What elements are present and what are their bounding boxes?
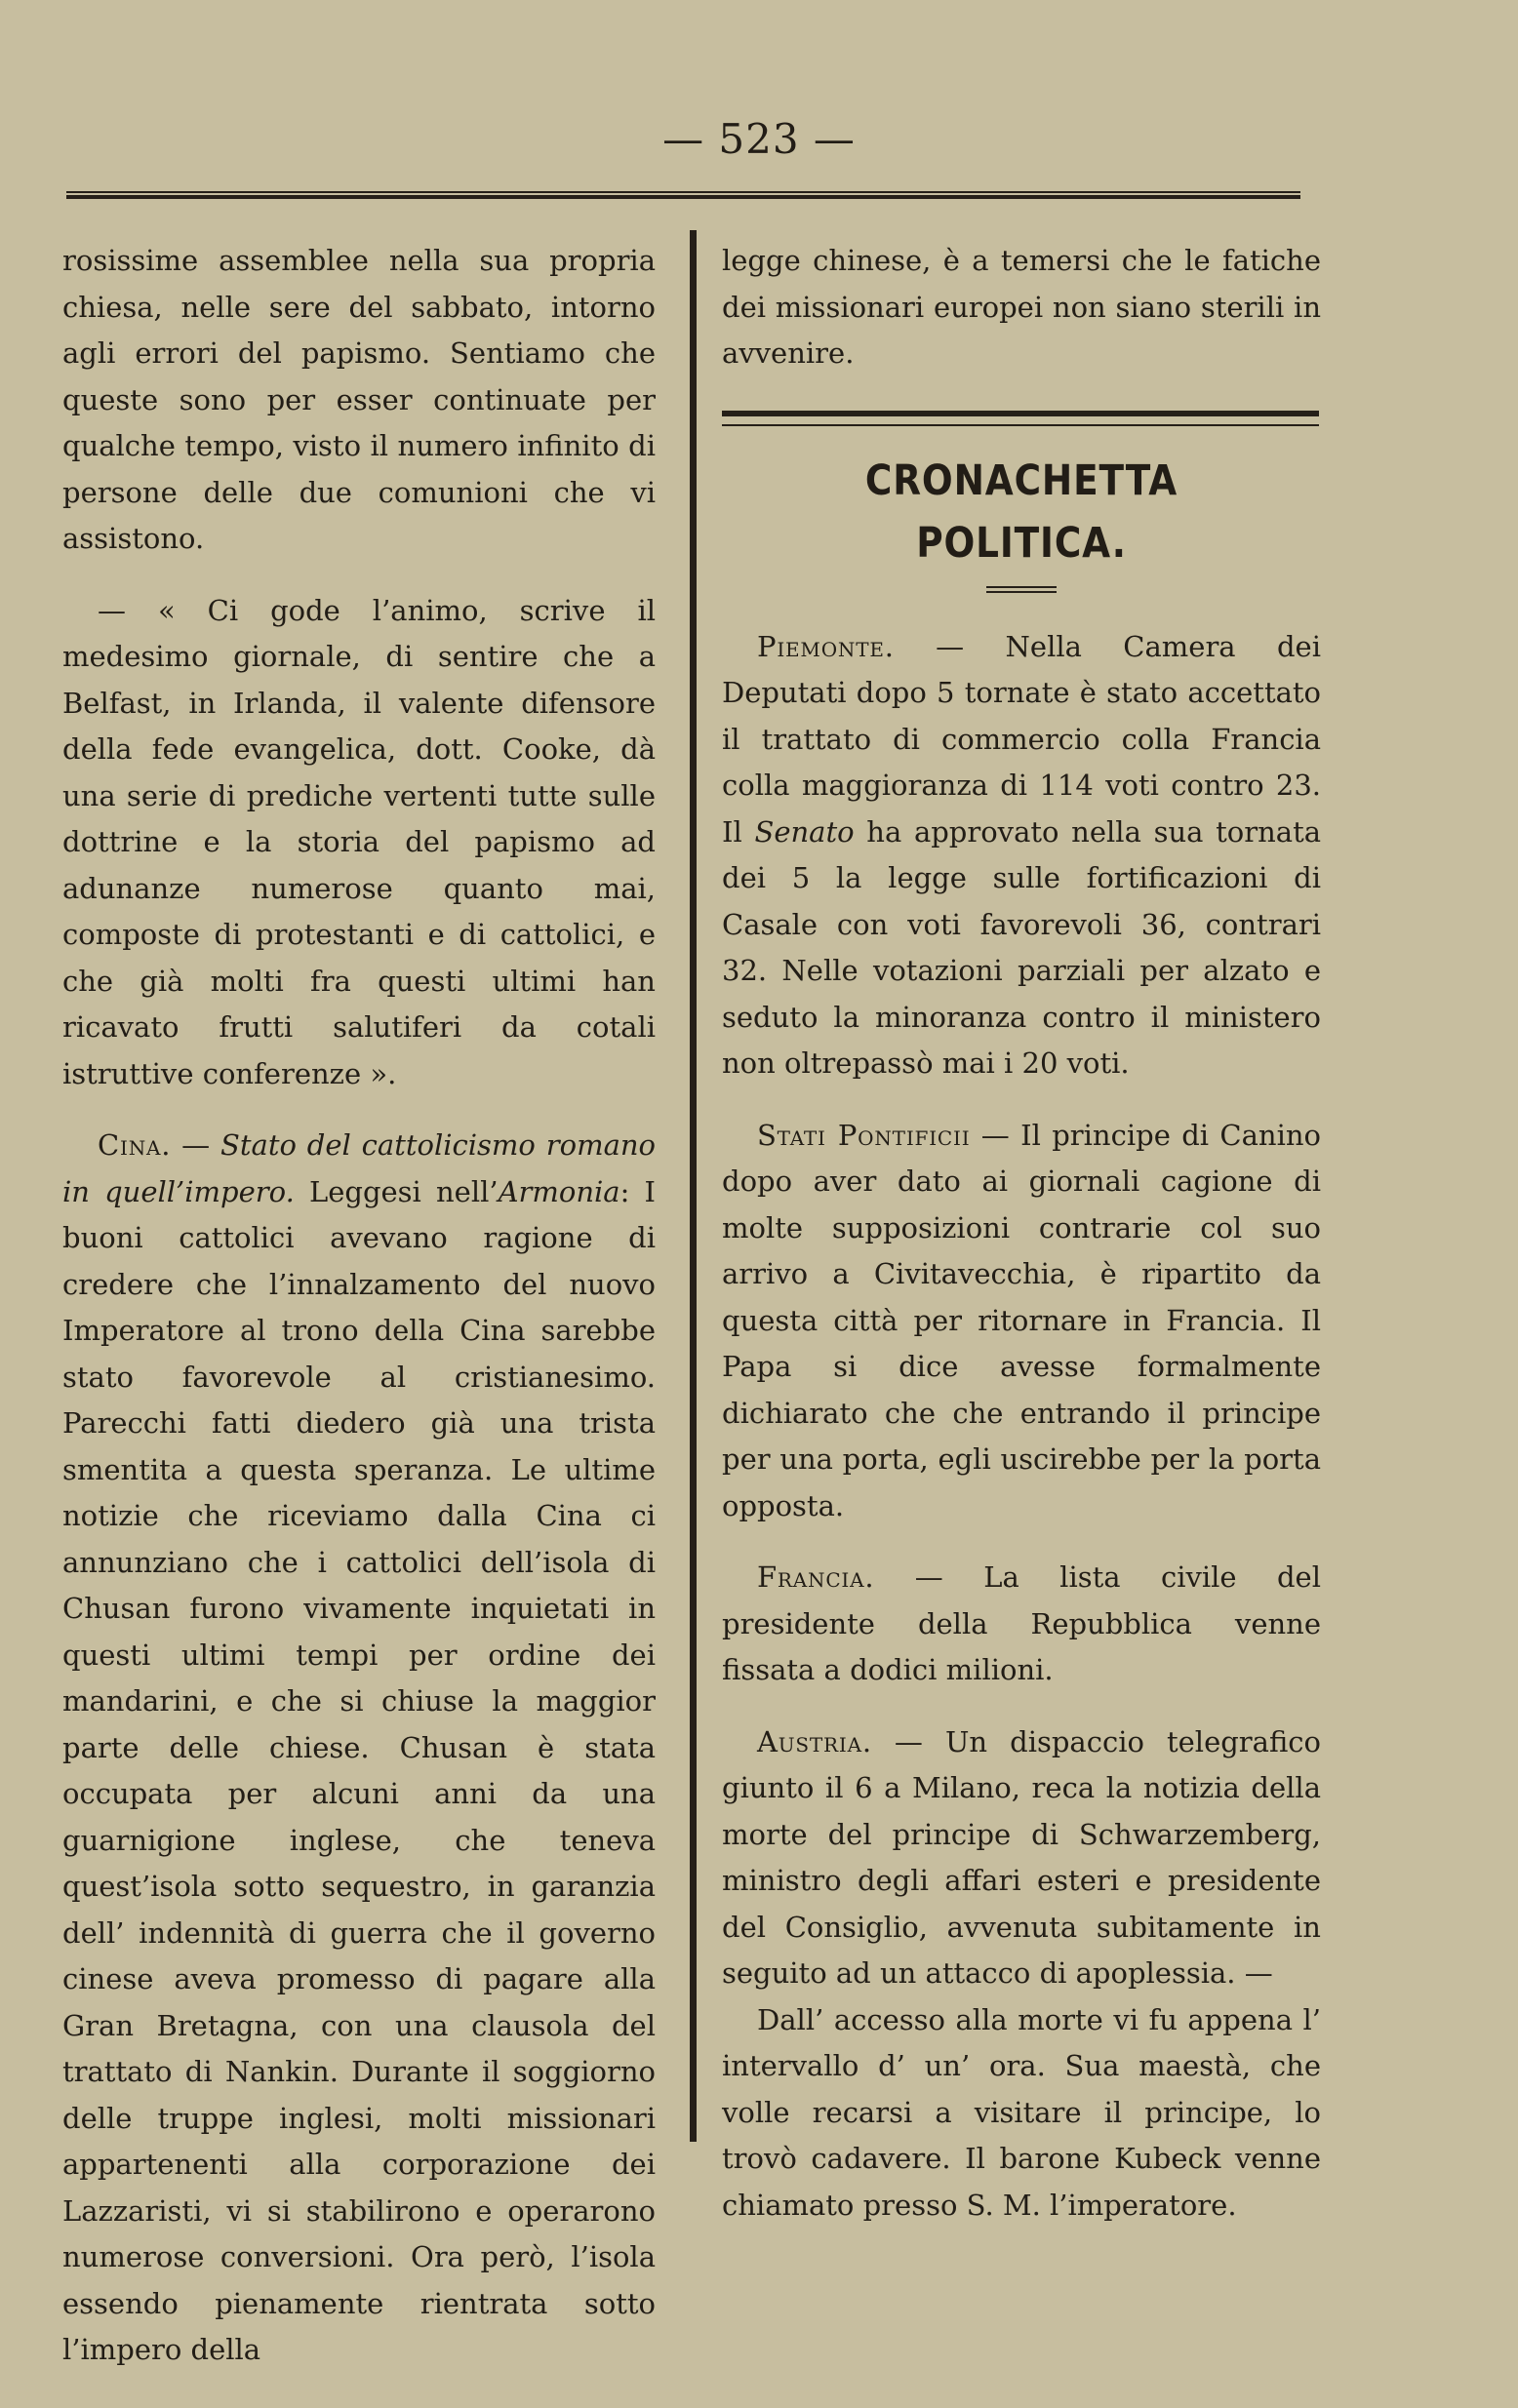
left-column (62, 238, 656, 2374)
austria-continuation-paragraph: Dall’ accesso alla morte vi fu appena l’ intervallo d’ un’ ora. Sua maestà, che volle recarsi a visitare il principe, lo trovò cadavere. Il barone Kubeck venne chiamato presso S. M. l’imperatore. (722, 2002, 1321, 2222)
left-paragraph-assemblies: rosissime assemblee nella sua propria chiesa, nelle sere del sabbato, intorno agli errori del papismo. Sentiamo che queste sono per esser continuate per qualche tempo, visto il numero infinito di persone delle due comunioni che vi assistono. (62, 244, 656, 555)
cina-label: Cina. (98, 1128, 172, 1162)
stati-pontificii-label: Stati Pontificii (757, 1118, 971, 1152)
austria-paragraph (722, 1719, 1321, 1997)
right-column (722, 238, 1321, 2229)
armonia-source: Armonia (498, 1174, 620, 1208)
francia-label: Francia. (757, 1560, 875, 1594)
section-double-rule (722, 411, 1319, 426)
austria-label: Austria. (757, 1724, 872, 1758)
francia-paragraph (722, 1555, 1321, 1694)
senato-word: Senato (754, 814, 855, 849)
piemonte-intro: — Nella Camera dei Deputati dopo 5 tornate è stato accettato il trattato di commercio colla Francia colla maggioranza di 114 voti contro 23. Il (722, 629, 1321, 849)
piemonte-paragraph (722, 624, 1321, 1087)
cina-text: : I buoni cattolici avevano ragione di credere che l’innalzamento del nuovo Imperatore al trono della Cina sarebbe stato favorevole al cristianesimo. Parecchi fatti diedero già una trista smentita a questa speranza. Le ultime notizie che riceviamo dalla Cina ci annunziano che i cattolici dell’isola di Chusan furono vivamente inquietati in questi ultimi tempi per ordine dei mandarini, e che si chiuse la maggior parte delle chiese. Chusan è stata occupata per alcuni anni da una guarnigione inglese, che teneva quest’isola sotto sequestro, in garanzia dell’ indennità di guerra che il governo cinese aveva promesso di pagare alla Gran Bretagna, con una clausola del trattato di Nankin. Durante il soggiorno delle truppe inglesi, molti missionari appartenenti alla corporazione dei Lazzaristi, vi si stabilirono e operarono numerose conversioni. Ora però, l’isola essendo pienamente rientrata sotto l’impero della (62, 1174, 656, 2366)
heading-small-rule (986, 586, 1057, 593)
francia-text: — La lista civile del presidente della Repubblica venne fissata a dodici milioni. (722, 1560, 1321, 1686)
piemonte-rest: ha approvato nella sua tornata dei 5 la legge sulle fortificazioni di Casale con voti favorevoli 36, contrari 32. Nelle votazioni parziali per alzato e seduto la minoranza contro il ministero non oltrepassò mai i 20 voti. (722, 814, 1322, 1080)
right-continuation-paragraph: legge chinese, è a temersi che le fatiche dei missionari europei non siano sterili in avvenire. (722, 244, 1321, 370)
left-paragraph-belfast: — « Ci gode l’animo, scrive il medesimo giornale, di sentire che a Belfast, in Irlanda, il valente difensore della fede evangelica, dott. Cooke, dà una serie di prediche vertenti tutte sulle dottrine e la storia del papismo ad adunanze numerose quanto mai, composte di protestanti e di cattolici, e che già molti fra questi ultimi han ricavato frutti salutiferi da cotali istruttive conferenze ». (62, 593, 656, 1090)
column-divider-rule (690, 230, 697, 2142)
cina-source-intro: Leggesi nell’ (294, 1174, 499, 1208)
left-paragraph-cina (62, 1123, 656, 2374)
cina-dash: — (171, 1128, 221, 1162)
austria-text: — Un dispaccio telegrafico giunto il 6 a Milano, reca la notizia della morte del principe di Schwarzemberg, ministro degli affari esteri e presidente del Consiglio, avvenuta subitamente in seguito ad un attacco di apoplessia. — (722, 1724, 1321, 1990)
stati-pontificii-text: — Il principe di Canino dopo aver dato ai giornali cagione di molte supposizioni contrarie col suo arrivo a Civitavecchia, è ripartito da questa città per ritornare in Francia. Il Papa si dice avesse formalmente dichiarato che che entrando il principe per una porta, egli uscirebbe per la porta opposta. (722, 1118, 1321, 1522)
cina-subject: Stato del cattolicismo romano in quell’impero. (62, 1128, 656, 1208)
stati-pontificii-paragraph (722, 1113, 1321, 1530)
top-double-rule (66, 191, 1300, 199)
section-heading: CRONACHETTA POLITICA. (864, 455, 1178, 568)
piemonte-label: Piemonte. (757, 629, 895, 663)
page-number: — 523 — (662, 115, 856, 163)
